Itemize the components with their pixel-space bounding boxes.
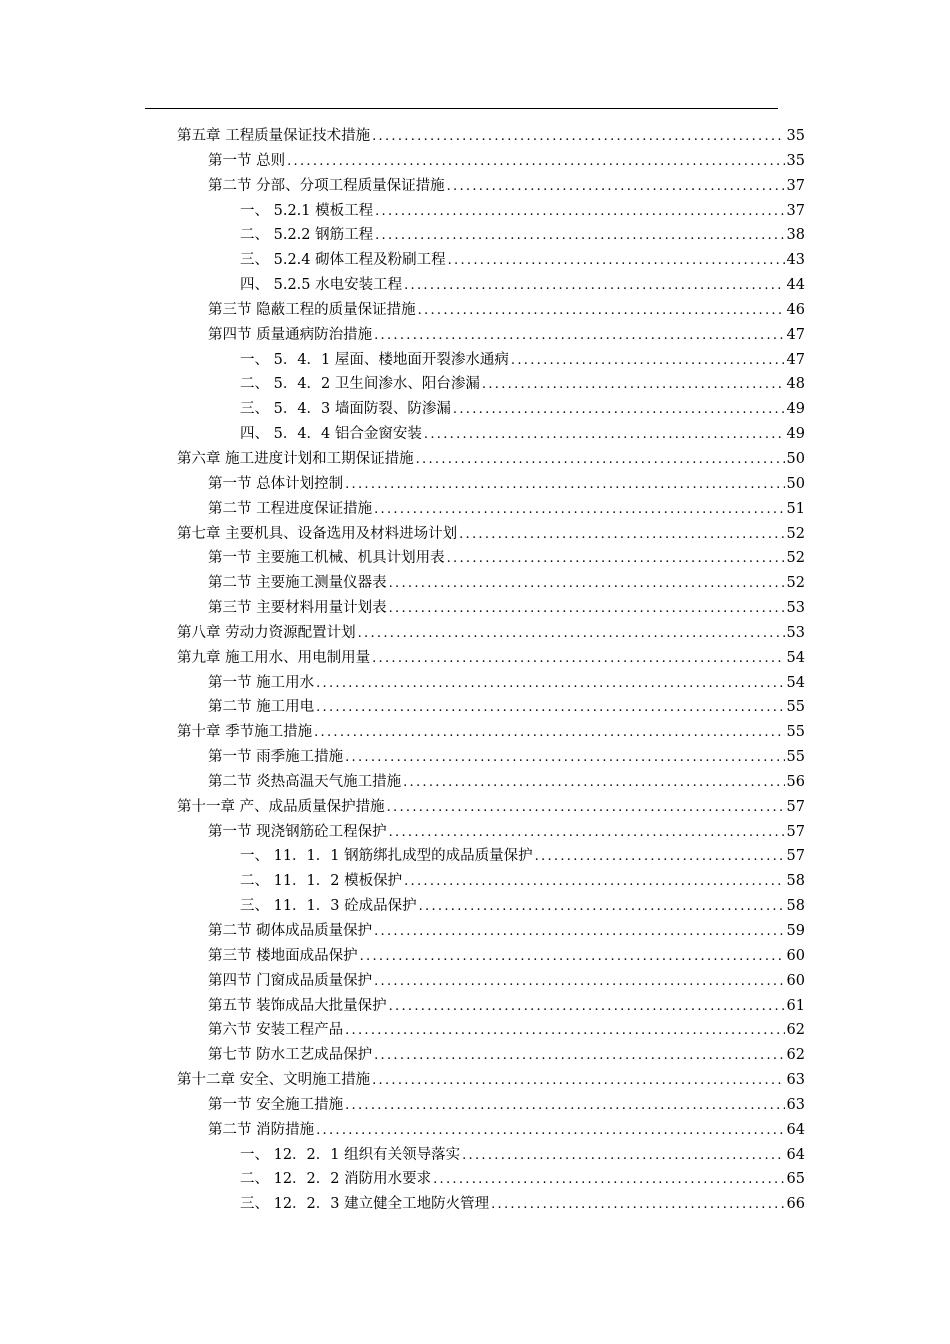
toc-page-number: 47 bbox=[786, 351, 805, 368]
toc-page-number: 37 bbox=[786, 202, 805, 219]
toc-entry-line bbox=[240, 869, 805, 894]
toc-entry[interactable] bbox=[0, 720, 950, 745]
toc-entry-title: 第十一章 产、成品质量保护措施 bbox=[177, 798, 385, 815]
toc-page-number: 62 bbox=[786, 1022, 805, 1039]
toc-entry[interactable] bbox=[0, 1118, 950, 1143]
dot-leader bbox=[403, 771, 784, 796]
dot-leader bbox=[491, 1193, 784, 1218]
toc-entry-title: 第二节 主要施工测量仪器表 bbox=[208, 575, 387, 592]
toc-entry[interactable] bbox=[0, 248, 950, 273]
dot-leader bbox=[345, 1094, 784, 1119]
toc-entry-title: 四、 5．4．4 铝合金窗安装 bbox=[240, 426, 422, 443]
toc-entry[interactable] bbox=[0, 397, 950, 422]
toc-entry-title: 第二节 炎热高温天气施工措施 bbox=[208, 773, 402, 790]
toc-entry-title: 三、 5．4．3 墙面防裂、防渗漏 bbox=[240, 401, 451, 418]
toc-entry-title: 一、 11．1．1 钢筋绑扎成型的成品质量保护 bbox=[240, 848, 533, 865]
toc-entry-line bbox=[208, 695, 805, 720]
toc-entry-line bbox=[208, 1043, 805, 1068]
toc-entry-title: 第二节 分部、分项工程质量保证措施 bbox=[208, 177, 445, 194]
toc-entry[interactable] bbox=[0, 522, 950, 547]
toc-page-number: 35 bbox=[786, 128, 805, 144]
toc-entry[interactable] bbox=[0, 497, 950, 522]
toc-entry[interactable] bbox=[0, 149, 950, 174]
toc-entry[interactable] bbox=[0, 223, 950, 248]
toc-page-number: 48 bbox=[786, 376, 805, 393]
toc-entry-title: 第四节 门窗成品质量保护 bbox=[208, 972, 373, 989]
toc-page-number: 52 bbox=[786, 575, 805, 592]
toc-entry[interactable] bbox=[0, 273, 950, 298]
toc-entry-line bbox=[208, 596, 805, 621]
toc-entry-title: 四、 5.2.5 水电安装工程 bbox=[240, 277, 403, 294]
toc-entry[interactable] bbox=[0, 298, 950, 323]
dot-leader bbox=[374, 498, 784, 523]
toc-page-number: 65 bbox=[786, 1171, 805, 1188]
toc-entry-title: 第七节 防水工艺成品保护 bbox=[208, 1047, 373, 1064]
toc-entry-line bbox=[240, 248, 805, 273]
dot-leader bbox=[316, 696, 784, 721]
dot-leader bbox=[419, 895, 785, 920]
toc-entry-title: 一、 5.2.1 模板工程 bbox=[240, 202, 374, 219]
dot-leader bbox=[375, 200, 784, 225]
toc-page-number: 46 bbox=[786, 301, 805, 318]
dot-leader bbox=[314, 721, 784, 746]
toc-entry[interactable] bbox=[0, 994, 950, 1019]
toc-entry-title: 第三节 主要材料用量计划表 bbox=[208, 600, 387, 617]
toc-entry[interactable] bbox=[0, 174, 950, 199]
toc-entry-line bbox=[208, 1118, 805, 1143]
dot-leader bbox=[448, 249, 785, 274]
toc-entry[interactable] bbox=[0, 323, 950, 348]
toc-page-number: 57 bbox=[786, 798, 805, 815]
toc-entry-title: 第六章 施工进度计划和工期保证措施 bbox=[177, 450, 414, 467]
toc-entry-title: 第一节 主要施工机械、机具计划用表 bbox=[208, 550, 445, 567]
toc-page-number: 55 bbox=[786, 749, 805, 766]
toc-entry-line bbox=[208, 969, 805, 994]
toc-entry[interactable] bbox=[0, 1167, 950, 1192]
toc-entry-line bbox=[240, 422, 805, 447]
toc-entry-title: 二、 12．2．2 消防用水要求 bbox=[240, 1171, 432, 1188]
header-rule bbox=[145, 108, 778, 109]
toc-entry-title: 第二节 施工用电 bbox=[208, 699, 315, 716]
dot-leader bbox=[372, 647, 784, 672]
dot-leader bbox=[535, 845, 785, 870]
dot-leader bbox=[345, 1019, 784, 1044]
toc-page-number: 38 bbox=[786, 227, 805, 244]
dot-leader bbox=[374, 324, 784, 349]
toc-entry-line bbox=[208, 1093, 805, 1118]
toc-page-number: 49 bbox=[786, 401, 805, 418]
toc-entry-title: 第二节 工程进度保证措施 bbox=[208, 500, 373, 517]
toc-entry[interactable] bbox=[0, 1143, 950, 1168]
toc-entry[interactable] bbox=[0, 944, 950, 969]
toc-entry[interactable] bbox=[0, 795, 950, 820]
toc-page-number: 37 bbox=[786, 177, 805, 194]
toc-entry-title: 三、 12．2．3 建立健全工地防火管理 bbox=[240, 1196, 490, 1213]
toc-entry-line bbox=[240, 1167, 805, 1192]
toc-page-number: 61 bbox=[786, 997, 805, 1014]
dot-leader bbox=[416, 448, 785, 473]
toc-entry-title: 第一节 安全施工措施 bbox=[208, 1096, 344, 1113]
toc-entry-line bbox=[177, 1068, 805, 1093]
toc-entry[interactable] bbox=[0, 571, 950, 596]
toc-entry-line bbox=[208, 323, 805, 348]
dot-leader bbox=[360, 945, 785, 970]
dot-leader bbox=[374, 920, 784, 945]
toc-entry-line bbox=[177, 522, 805, 547]
toc-entry[interactable] bbox=[0, 372, 950, 397]
toc-entry[interactable] bbox=[0, 348, 950, 373]
toc-page-number: 52 bbox=[786, 525, 805, 542]
toc-page-number: 53 bbox=[786, 624, 805, 641]
toc-entry-title: 第一节 施工用水 bbox=[208, 674, 315, 691]
dot-leader bbox=[375, 224, 784, 249]
toc-page-number: 54 bbox=[786, 649, 805, 666]
dot-leader bbox=[462, 1144, 784, 1169]
toc-page-number: 60 bbox=[786, 972, 805, 989]
dot-leader bbox=[453, 398, 785, 423]
toc-entry-title: 三、 11．1．3 砼成品保护 bbox=[240, 898, 417, 915]
toc-entry[interactable] bbox=[0, 199, 950, 224]
toc-entry[interactable] bbox=[0, 422, 950, 447]
dot-leader bbox=[389, 995, 785, 1020]
toc-entry[interactable] bbox=[0, 844, 950, 869]
dot-leader bbox=[389, 821, 785, 846]
toc-entry-line bbox=[240, 1192, 805, 1217]
toc-entry-line bbox=[240, 199, 805, 224]
toc-page-number: 52 bbox=[786, 550, 805, 567]
dot-leader bbox=[418, 299, 785, 324]
dot-leader bbox=[389, 572, 785, 597]
toc-entry-line bbox=[177, 795, 805, 820]
toc-entry-title: 第九章 施工用水、用电制用量 bbox=[177, 649, 371, 666]
dot-leader bbox=[447, 547, 785, 572]
toc-entry-title: 第十二章 安全、文明施工措施 bbox=[177, 1072, 371, 1089]
toc-entry-title: 第一节 总则 bbox=[208, 152, 286, 169]
toc-page-number: 59 bbox=[786, 923, 805, 939]
toc-entry-line bbox=[208, 994, 805, 1019]
toc-entry-title: 第二节 砌体成品质量保护 bbox=[208, 923, 373, 939]
toc-page-number: 55 bbox=[786, 724, 805, 741]
toc-entry-title: 二、 5.2.2 钢筋工程 bbox=[240, 227, 374, 244]
toc-entry-line bbox=[208, 571, 805, 596]
toc-entry[interactable] bbox=[0, 621, 950, 646]
toc-page-number: 35 bbox=[786, 152, 805, 169]
toc-entry-line bbox=[208, 149, 805, 174]
toc-entry[interactable] bbox=[0, 770, 950, 795]
toc-entry-title: 一、 12．2．1 组织有关领导落实 bbox=[240, 1146, 461, 1163]
dot-leader bbox=[511, 349, 785, 374]
toc-entry-line bbox=[177, 124, 805, 149]
toc-entry-title: 第二节 消防措施 bbox=[208, 1121, 315, 1138]
toc-entry[interactable] bbox=[0, 969, 950, 994]
toc-entry[interactable] bbox=[0, 1192, 950, 1217]
toc-page-number: 64 bbox=[786, 1146, 805, 1163]
toc-entry[interactable] bbox=[0, 124, 950, 149]
toc-page-number: 58 bbox=[786, 898, 805, 915]
toc-entry[interactable] bbox=[0, 1018, 950, 1043]
toc-entry-line bbox=[177, 621, 805, 646]
toc-entry-line bbox=[208, 770, 805, 795]
toc-page-number: 63 bbox=[786, 1096, 805, 1113]
toc-page-number: 57 bbox=[786, 848, 805, 865]
toc-entry[interactable] bbox=[0, 1043, 950, 1068]
toc-page-number: 53 bbox=[786, 600, 805, 617]
toc-entry-title: 第七章 主要机具、设备选用及材料进场计划 bbox=[177, 525, 458, 542]
toc-entry-line bbox=[177, 720, 805, 745]
dot-leader bbox=[345, 473, 784, 498]
dot-leader bbox=[372, 1069, 784, 1094]
dot-leader bbox=[358, 622, 785, 647]
dot-leader bbox=[459, 523, 784, 548]
toc-entry-line bbox=[208, 174, 805, 199]
toc-page-number: 56 bbox=[786, 773, 805, 790]
toc-page-number: 64 bbox=[786, 1121, 805, 1138]
toc-entry-line bbox=[208, 745, 805, 770]
toc-entry-line bbox=[240, 844, 805, 869]
toc-page-number: 66 bbox=[786, 1196, 805, 1213]
toc-entry-title: 二、 11．1．2 模板保护 bbox=[240, 873, 403, 890]
toc-entry[interactable] bbox=[0, 646, 950, 671]
toc-entry[interactable] bbox=[0, 869, 950, 894]
toc-entry-line bbox=[240, 1143, 805, 1168]
dot-leader bbox=[424, 423, 785, 448]
toc-entry-title: 第三节 楼地面成品保护 bbox=[208, 947, 358, 964]
toc-page-number: 43 bbox=[786, 252, 805, 269]
toc-entry-title: 第六节 安装工程产品 bbox=[208, 1022, 344, 1039]
toc-entry[interactable] bbox=[0, 919, 950, 944]
toc-entry-line bbox=[240, 273, 805, 298]
toc-entry-title: 第十章 季节施工措施 bbox=[177, 724, 313, 741]
toc-entry-line bbox=[208, 472, 805, 497]
toc-entry-line bbox=[240, 223, 805, 248]
toc-page-number: 49 bbox=[786, 426, 805, 443]
toc-entry-line bbox=[208, 944, 805, 969]
toc-entry[interactable] bbox=[0, 745, 950, 770]
toc-entry-title: 二、 5．4．2 卫生间渗水、阳台渗漏 bbox=[240, 376, 480, 393]
toc-page-number: 50 bbox=[786, 450, 805, 467]
toc-entry-title: 第八章 劳动力资源配置计划 bbox=[177, 624, 356, 641]
toc-entry-title: 第五节 装饰成品大批量保护 bbox=[208, 997, 387, 1014]
toc-entry-title: 第一节 总体计划控制 bbox=[208, 475, 344, 492]
toc-page-number: 51 bbox=[786, 500, 805, 517]
toc-page-number: 58 bbox=[786, 873, 805, 890]
toc-entry[interactable] bbox=[0, 546, 950, 571]
toc-entry-line bbox=[208, 1018, 805, 1043]
dot-leader bbox=[404, 274, 784, 299]
toc-entry[interactable] bbox=[0, 1068, 950, 1093]
toc-page-number: 50 bbox=[786, 475, 805, 492]
toc-page-number: 60 bbox=[786, 947, 805, 964]
toc-entry-line bbox=[208, 671, 805, 696]
toc-entry-line bbox=[208, 546, 805, 571]
dot-leader bbox=[374, 1044, 784, 1069]
dot-leader bbox=[372, 125, 784, 150]
dot-leader bbox=[433, 1168, 784, 1193]
toc-entry-title: 三、 5.2.4 砌体工程及粉刷工程 bbox=[240, 252, 446, 269]
toc-page-number: 54 bbox=[786, 674, 805, 691]
toc-entry[interactable] bbox=[0, 894, 950, 919]
toc-entry-title: 第五章 工程质量保证技术措施 bbox=[177, 128, 371, 144]
table-of-contents bbox=[0, 124, 950, 1217]
toc-entry[interactable] bbox=[0, 820, 950, 845]
toc-entry-line bbox=[208, 919, 805, 944]
toc-entry-line bbox=[240, 397, 805, 422]
toc-entry-title: 一、 5．4．1 屋面、楼地面开裂渗水通病 bbox=[240, 351, 509, 368]
toc-entry-line bbox=[240, 372, 805, 397]
toc-entry[interactable] bbox=[0, 671, 950, 696]
toc-entry[interactable] bbox=[0, 472, 950, 497]
dot-leader bbox=[447, 175, 785, 200]
toc-entry-title: 第一节 现浇钢筋砼工程保护 bbox=[208, 823, 387, 840]
dot-leader bbox=[387, 796, 785, 821]
dot-leader bbox=[287, 150, 784, 175]
dot-leader bbox=[482, 373, 785, 398]
dot-leader bbox=[316, 1119, 784, 1144]
toc-page-number: 44 bbox=[786, 277, 805, 294]
toc-entry-title: 第三节 隐蔽工程的质量保证措施 bbox=[208, 301, 416, 318]
toc-entry-line bbox=[177, 646, 805, 671]
toc-page-number: 57 bbox=[786, 823, 805, 840]
toc-page-number: 55 bbox=[786, 699, 805, 716]
toc-entry-line bbox=[240, 348, 805, 373]
toc-page-number: 62 bbox=[786, 1047, 805, 1064]
toc-entry[interactable] bbox=[0, 596, 950, 621]
toc-page-number: 47 bbox=[786, 326, 805, 343]
toc-entry-line bbox=[208, 298, 805, 323]
dot-leader bbox=[374, 970, 784, 995]
toc-entry[interactable] bbox=[0, 695, 950, 720]
dot-leader bbox=[404, 870, 784, 895]
toc-entry-line bbox=[177, 447, 805, 472]
toc-entry-line bbox=[208, 820, 805, 845]
dot-leader bbox=[345, 746, 784, 771]
toc-entry[interactable] bbox=[0, 1093, 950, 1118]
dot-leader bbox=[389, 597, 785, 622]
toc-entry-title: 第一节 雨季施工措施 bbox=[208, 749, 344, 766]
toc-entry-title: 第四节 质量通病防治措施 bbox=[208, 326, 373, 343]
toc-entry[interactable] bbox=[0, 447, 950, 472]
toc-page-number: 63 bbox=[786, 1072, 805, 1089]
dot-leader bbox=[316, 672, 784, 697]
toc-entry-line bbox=[208, 497, 805, 522]
toc-entry-line bbox=[240, 894, 805, 919]
